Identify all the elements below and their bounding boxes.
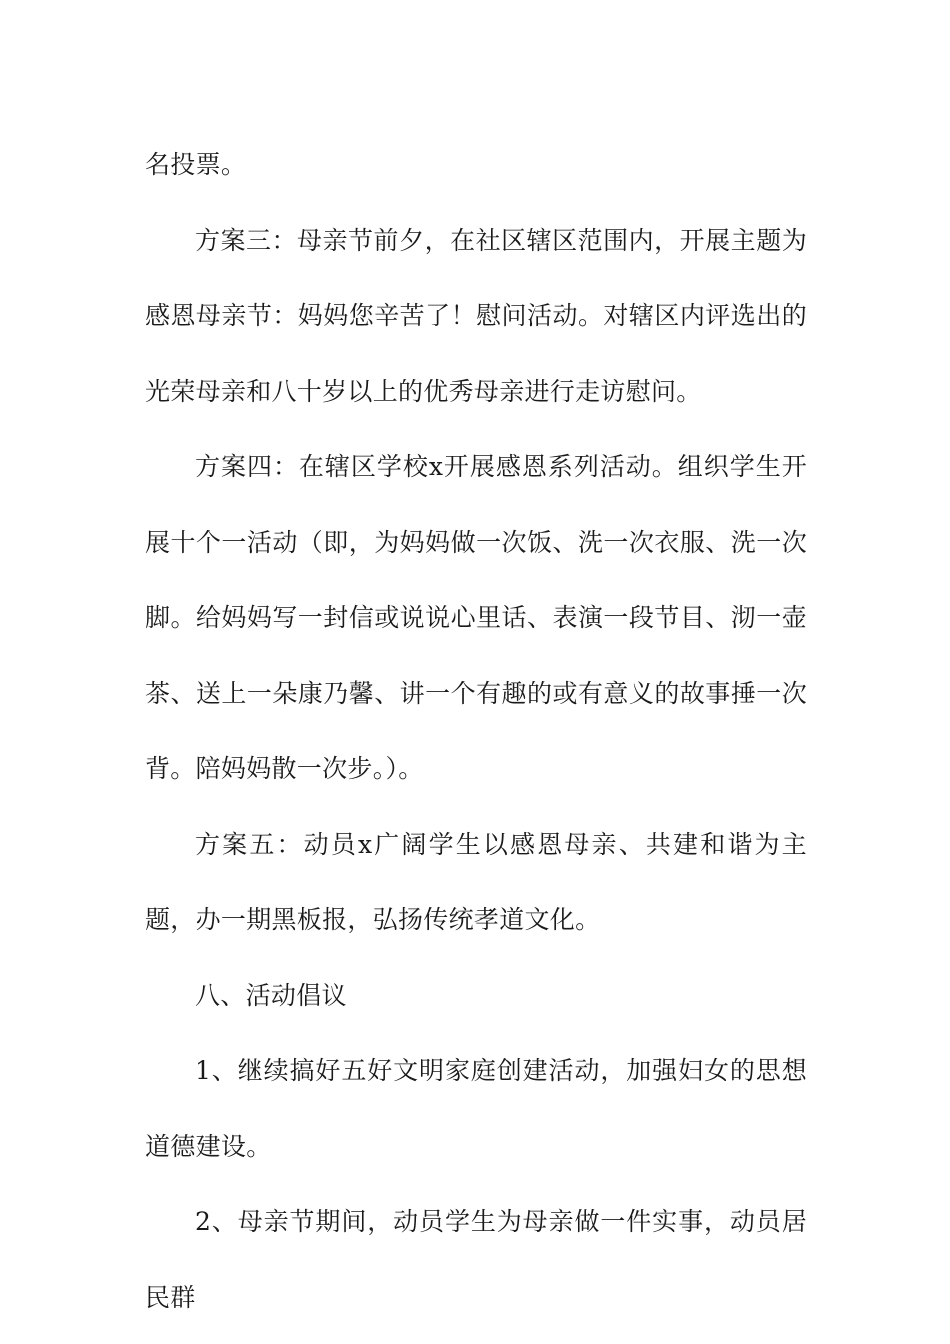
paragraph-plan-three: 方案三：母亲节前夕，在社区辖区范围内，开展主题为感恩母亲节：妈妈您辛苦了！慰问活动。对辖区内评选出的光荣母亲和八十岁以上的优秀母亲进行走访慰问。 [145,225,807,406]
paragraph-plan-four: 方案四：在辖区学校x开展感恩系列活动。组织学生开展十个一活动（即，为妈妈做一次饭、洗一次衣服、洗一次脚。给妈妈写一封信或说说心里话、表演一段节目、沏一壶茶、送上一朵康乃馨、讲一个有趣的或有意义的故事捶一次背。陪妈妈散一次步。）。 [145,452,807,783]
paragraph-continuation: 名投票。 [145,150,247,179]
paragraph-proposal-two: 2、母亲节期间，动员学生为母亲做一件实事，动员居民群 [145,1207,807,1312]
paragraph-plan-five: 方案五：动员x广阔学生以感恩母亲、共建和谐为主题，办一期黑板报，弘扬传统孝道文化。 [145,829,807,934]
document-body [145,127,807,1335]
paragraph-proposal-one: 1、继续搞好五好文明家庭创建活动，加强妇女的思想道德建设。 [145,1056,807,1161]
section-heading-activity-proposal: 八、活动倡议 [195,980,347,1010]
